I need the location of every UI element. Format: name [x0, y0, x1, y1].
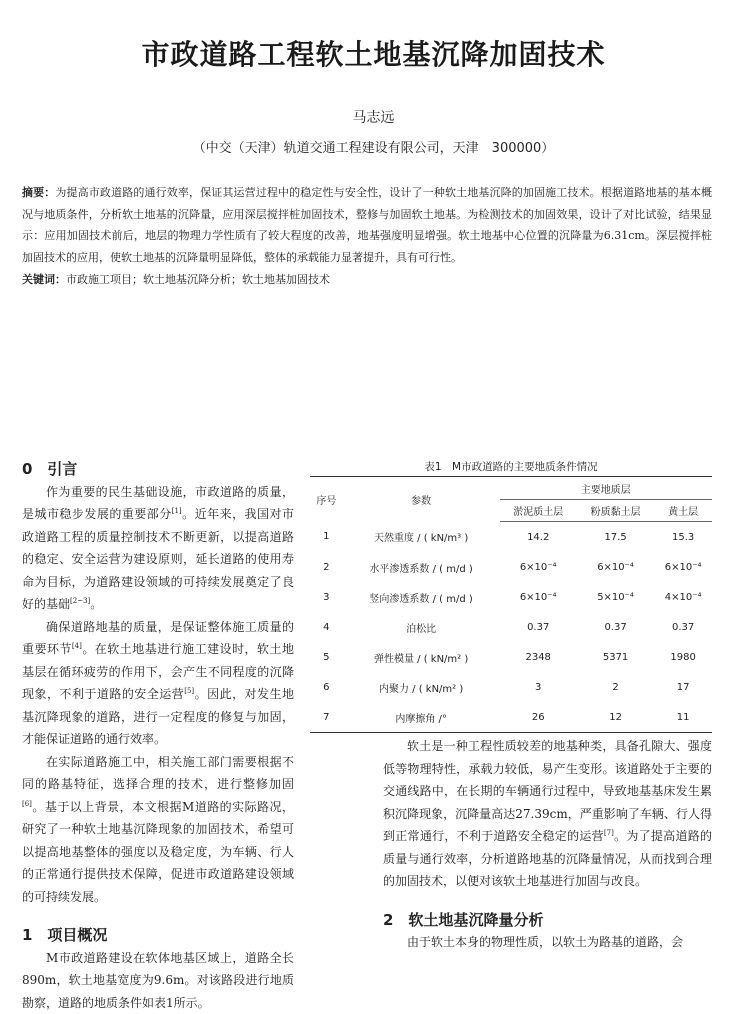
overview-paragraph: M市政道路建设在软体地基区域上，道路全长890m，软土地基宽度为9.6m。对该路段进行地质勘察，道路的地质条件如表1所示。 — [22, 947, 294, 1014]
geology-table — [310, 476, 712, 733]
keywords-text: 市政施工项目；软土地基沉降分析；软土地基加固技术 — [66, 273, 330, 286]
table-row: 6 内聚力 / ( kN/m² ) 3 2 17 — [310, 672, 712, 702]
col-header-silt: 淤泥质土层 — [500, 500, 577, 522]
affiliation: （中交（天津）轨道交通工程建设有限公司，天津 300000） — [0, 137, 747, 156]
abstract-text: 为提高市政道路的通行效率，保证其运营过程中的稳定性与安全性，设计了一种软土地基沉降的加固施工技术。根据道路地基的基本概况与地质条件，分析软土地基的沉降量，应用深层搅拌桩加固技术，整修与加固软土地基。为检测技术的加固效果，设计了对比试验，结果显示：应用加固技术前后，地层的物理力学性质有了较大程度的改善，地基强度明显增强。软土地基中心位置的沉降量为6.31cm。深层搅拌桩加固技术的应用，使软土地基的沉降量明显降低，整体的承载能力显著提升，具有可行性。 — [22, 186, 712, 264]
soft-soil-paragraph: 软土是一种工程性质较差的地基种类，具备孔隙大、强度低等物理特性，承载力较低，易产生变形。该道路处于主要的交通线路中，在长期的车辆通行过程中，导致地基基床发生累积沉降现象，沉降量高达27.39cm，严重影响了车辆、行人得到正常通行，不利于道路安全稳定的运营[7]。为了提高道路的质量与通行效率，分析道路地基的沉降量情况，从而找到合理的加固技术，以便对该软土地基进行加固与改良。 — [383, 735, 712, 893]
abstract — [22, 182, 712, 268]
section2-paragraph: 由于软土本身的物理性质，以软土为路基的道路，会 — [383, 931, 712, 954]
intro-paragraph-2: 确保道路地基的质量，是保证整体施工质量的重要环节[4]。在软土地基进行施工建设时，软土地基层在循环疲劳的作用下，会产生不同程度的沉降现象，不利于道路的安全运营[5]。因此，对发生地基沉降现象的道路，进行一定程度的修复与加固，才能保证道路的通行效率。 — [22, 616, 294, 751]
table-row: 7 内摩擦角 /° 26 12 11 — [310, 702, 712, 733]
intro-heading: 0 引言 — [22, 458, 294, 481]
col-header-loess: 黄土层 — [654, 500, 712, 522]
left-column — [22, 458, 294, 1014]
keywords — [22, 269, 712, 290]
abstract-label: 摘要： — [22, 186, 55, 199]
col-group-header: 主要地质层 — [500, 477, 712, 500]
keywords-label: 关键词： — [22, 273, 66, 286]
section2-heading: 2 软土地基沉降量分析 — [383, 909, 712, 932]
paper-title: 市政道路工程软土地基沉降加固技术 — [0, 33, 747, 73]
col-header-index: 序号 — [310, 477, 343, 522]
right-column — [383, 735, 712, 954]
table-caption: 表1 M市政道路的主要地质条件情况 — [310, 459, 712, 474]
author-name: 马志远 — [0, 107, 747, 127]
intro-paragraph-1: 作为重要的民生基础设施，市政道路的质量，是城市稳步发展的重要部分[1]。近年来，我国对市政道路工程的质量控制技术不断更新，以提高道路的稳定、安全运营为建设原则，延长道路的使用寿命为目标，为道路建设领域的可持续发展奠定了良好的基础[2~3]。 — [22, 481, 294, 616]
table-row: 2 水平渗透系数 / ( m/d ) 6×10⁻⁴ 6×10⁻⁴ 6×10⁻⁴ — [310, 552, 712, 582]
table-row: 4 泊松比 0.37 0.37 0.37 — [310, 612, 712, 642]
col-header-param: 参数 — [343, 477, 500, 522]
overview-heading: 1 项目概况 — [22, 924, 294, 947]
intro-paragraph-3: 在实际道路施工中，相关施工部门需要根据不同的路基特征，选择合理的技术，进行整修加固[6]。基于以上背景，本文根据M道路的实际路况，研究了一种软土地基沉降现象的加固技术，希望可以提高地基整体的强度以及稳定度，为车辆、行人的正常通行提供技术保障，促进市政道路建设领域的可持续发展。 — [22, 751, 294, 909]
table-row: 3 竖向渗透系数 / ( m/d ) 6×10⁻⁴ 5×10⁻⁴ 4×10⁻⁴ — [310, 582, 712, 612]
table-row: 1 天然重度 / ( kN/m³ ) 14.2 17.5 15.3 — [310, 522, 712, 553]
col-header-clay: 粉质黏土层 — [577, 500, 654, 522]
table-row: 5 弹性模量 / ( kN/m² ) 2348 5371 1980 — [310, 642, 712, 672]
